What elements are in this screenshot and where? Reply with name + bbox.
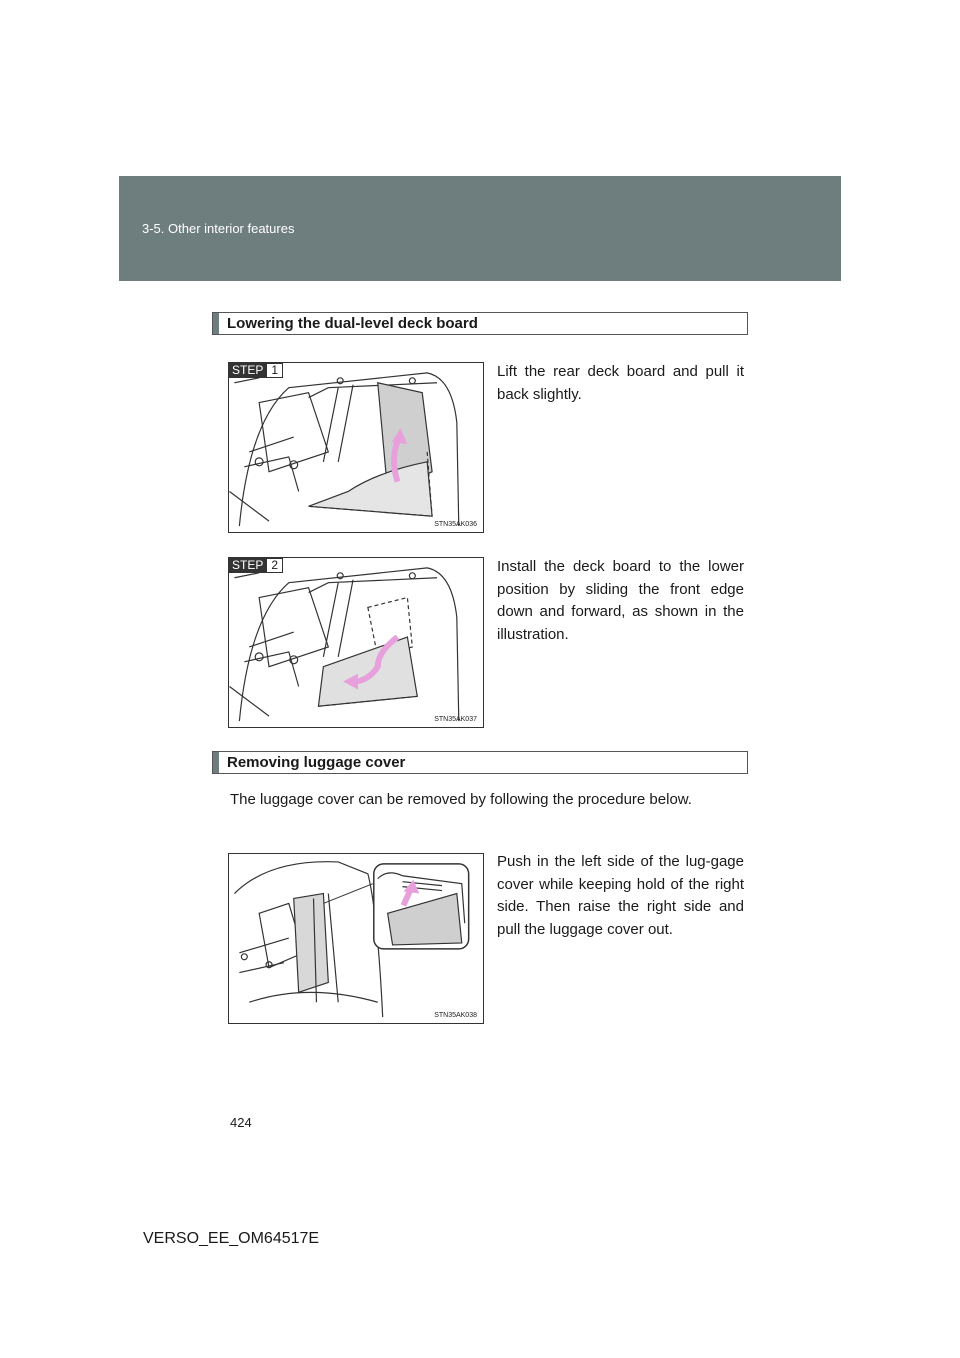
figure-step-2	[228, 557, 484, 728]
step-number: 1	[266, 363, 283, 378]
cargo-area-illustration-1	[229, 363, 483, 532]
step-1-text: Lift the rear deck board and pull it back slightly.	[497, 363, 744, 403]
section-heading-deck-board	[212, 312, 748, 335]
step-label: STEP	[229, 558, 266, 573]
section-title: Removing luggage cover	[227, 754, 406, 771]
page-number: 424	[230, 1115, 252, 1130]
document-code: VERSO_EE_OM64517E	[143, 1230, 320, 1247]
section-breadcrumb: 3-5. Other interior features	[142, 221, 295, 236]
section-title: Lowering the dual-level deck board	[227, 315, 478, 332]
section-heading-luggage-cover	[212, 751, 748, 774]
step-2-text: Install the deck board to the lower position by sliding the front edge down and forward, as shown in the illustration.	[497, 558, 744, 643]
luggage-cover-illustration	[229, 854, 483, 1023]
luggage-cover-intro: The luggage cover can be removed by following the procedure below.	[230, 791, 692, 808]
luggage-cover-text: Push in the left side of the lug-gage cover while keeping hold of the right side. Then raise the right side and pull the luggage cover out.	[497, 853, 744, 938]
heading-accent-bar	[213, 752, 219, 773]
figure-luggage-cover	[228, 853, 484, 1024]
step-number: 2	[266, 558, 283, 573]
step-badge	[229, 363, 283, 378]
figure-code: STN35AK036	[434, 521, 477, 528]
figure-code: STN35AK038	[434, 1012, 477, 1019]
heading-accent-bar	[213, 313, 219, 334]
figure-code: STN35AK037	[434, 716, 477, 723]
figure-step-1	[228, 362, 484, 533]
step-badge	[229, 558, 283, 573]
cargo-area-illustration-2	[229, 558, 483, 727]
step-label: STEP	[229, 363, 266, 378]
